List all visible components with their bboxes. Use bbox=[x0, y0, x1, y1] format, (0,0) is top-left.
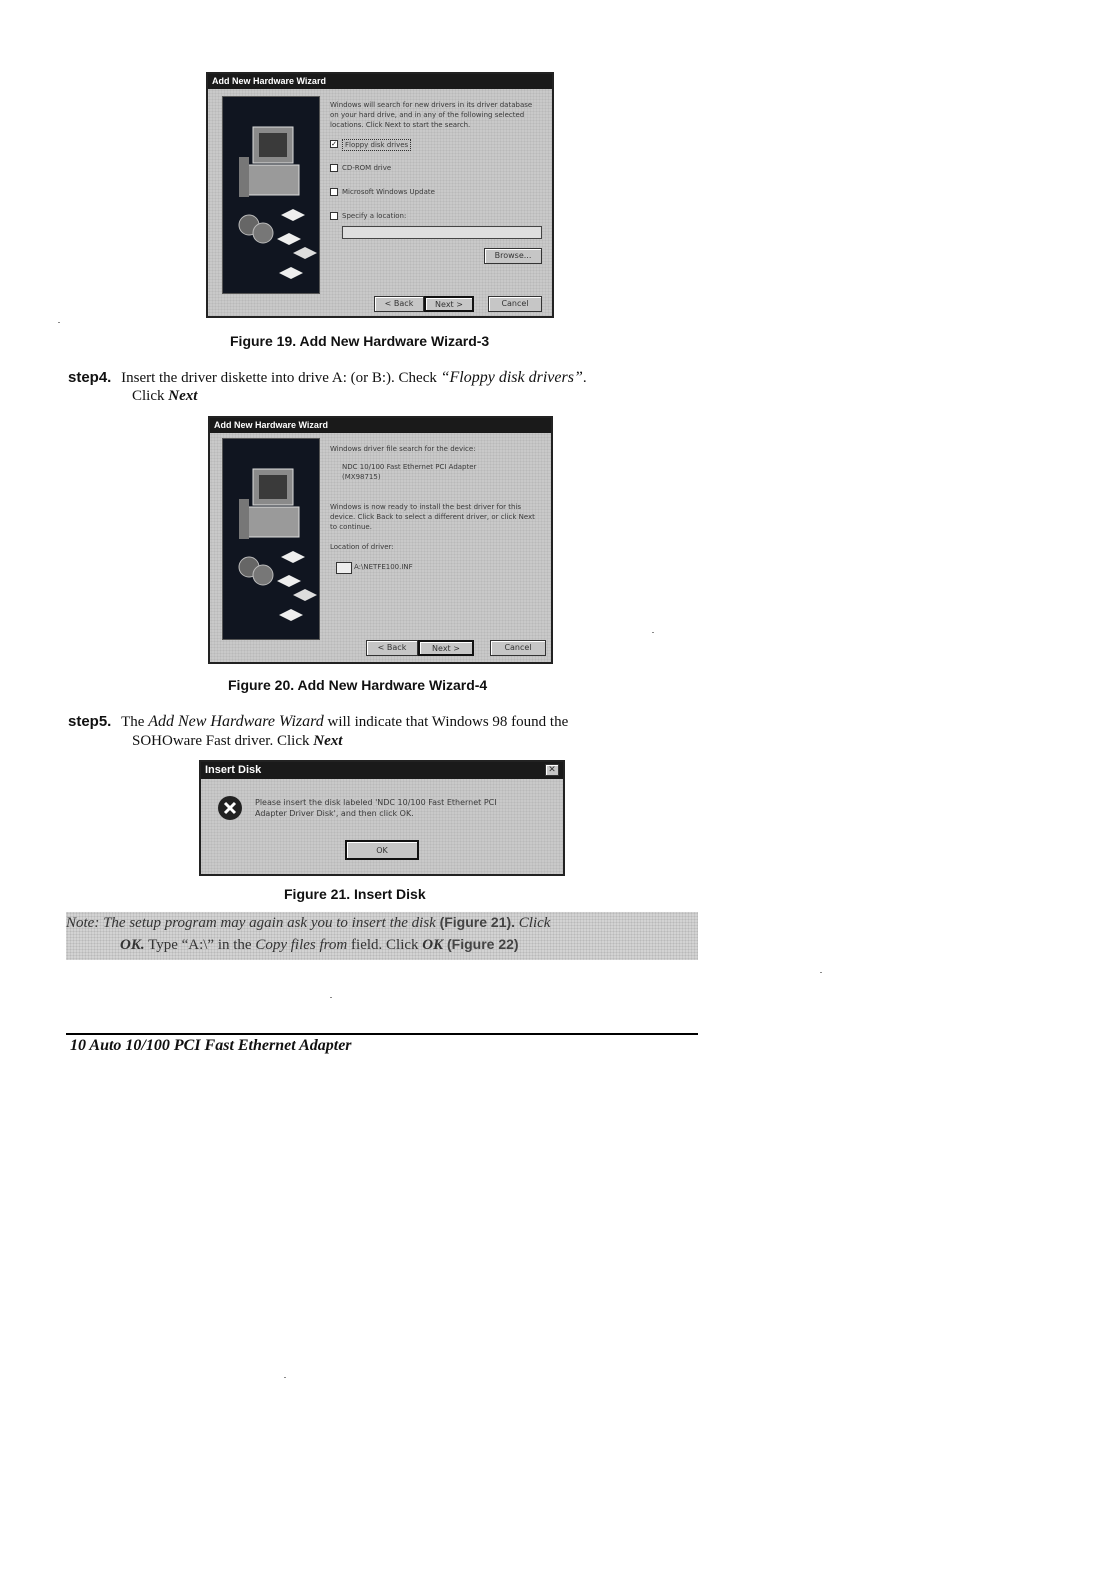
wizard-instructions-line-3: locations. Click Next to start the search. bbox=[330, 121, 471, 129]
back-button[interactable]: < Back bbox=[374, 296, 424, 312]
step-4-text-a: Insert the driver diskette into drive A: (or B:). Check bbox=[121, 370, 441, 386]
step-5-text-b: will indicate that Windows 98 found the bbox=[323, 714, 569, 730]
step-5-text-em: Add New Hardware Wizard bbox=[148, 713, 324, 730]
ready-text-line-1: Windows is now ready to install the best driver for this bbox=[330, 503, 522, 511]
error-icon bbox=[217, 795, 243, 821]
step-5-text-a: The bbox=[121, 714, 149, 730]
next-button[interactable]: Next > bbox=[424, 296, 474, 312]
wizard-illustration bbox=[222, 96, 320, 294]
step-4-label: step4. bbox=[68, 369, 112, 386]
floppy-disk-drives-checkbox[interactable]: ✓ bbox=[331, 140, 337, 148]
specify-location-label: Specify a location: bbox=[342, 212, 407, 220]
computer-illustration-icon bbox=[223, 439, 319, 639]
step-4-line-2 bbox=[132, 387, 732, 406]
insert-disk-title: Insert Disk bbox=[205, 764, 262, 776]
footer-rule bbox=[66, 1033, 698, 1035]
step-4-text-em: “Floppy disk drivers” bbox=[440, 369, 583, 386]
insert-disk-message-line-2: Adapter Driver Disk', and then click OK. bbox=[255, 809, 414, 818]
device-name-line-2: (MX98715) bbox=[342, 473, 381, 481]
driver-file-icon bbox=[336, 562, 352, 574]
step-5-label: step5. bbox=[68, 713, 112, 730]
footer-text: 10 Auto 10/100 PCI Fast Ethernet Adapter bbox=[70, 1037, 352, 1054]
driver-path-text: A:\NETFE100.INF bbox=[354, 563, 413, 571]
note-ok-1: OK. bbox=[120, 937, 145, 953]
wizard-title-bar: Add New Hardware Wizard bbox=[208, 74, 552, 89]
location-path-field[interactable] bbox=[342, 226, 542, 239]
step-4-line-2-text: Click bbox=[132, 388, 169, 404]
specify-location-checkbox[interactable] bbox=[330, 212, 338, 220]
back-button[interactable]: < Back bbox=[366, 640, 418, 656]
cancel-button[interactable]: Cancel bbox=[490, 640, 546, 656]
note-text-c: Click bbox=[515, 915, 551, 931]
note-figure-21-ref: (Figure 21). bbox=[439, 914, 516, 930]
scan-speck bbox=[652, 632, 654, 633]
insert-disk-title-bar bbox=[201, 762, 563, 779]
figure-20-screenshot bbox=[208, 416, 553, 664]
insert-disk-message-line-1: Please insert the disk labeled 'NDC 10/100 Fast Ethernet PCI bbox=[255, 798, 497, 807]
note-figure-22-ref: (Figure 22) bbox=[443, 936, 519, 952]
location-of-driver-label: Location of driver: bbox=[330, 543, 394, 551]
setup-note bbox=[66, 912, 698, 960]
step-4 bbox=[68, 368, 668, 388]
figure-20-caption: Figure 20. Add New Hardware Wizard-4 bbox=[228, 677, 488, 693]
computer-illustration-icon bbox=[223, 97, 319, 293]
note-text-a: Note: The setup program may again ask you to insert the disk bbox=[66, 915, 440, 931]
note-text-g: field. Click bbox=[347, 937, 423, 953]
wizard-title-bar: Add New Hardware Wizard bbox=[210, 418, 551, 433]
ready-text-line-3: to continue. bbox=[330, 523, 372, 531]
wizard-instructions-line-1: Windows will search for new drivers in its driver database bbox=[330, 101, 533, 109]
floppy-disk-drives-label: Floppy disk drives bbox=[342, 139, 411, 151]
windows-update-label: Microsoft Windows Update bbox=[342, 188, 435, 196]
scan-speck bbox=[820, 972, 822, 973]
figure-19-caption: Figure 19. Add New Hardware Wizard-3 bbox=[230, 333, 490, 349]
next-button[interactable]: Next > bbox=[418, 640, 474, 656]
step-4-line-2-em: Next bbox=[168, 388, 198, 404]
note-ok-2: OK bbox=[422, 937, 444, 953]
note-copy-files-from: Copy files from bbox=[255, 937, 348, 953]
step-4-text-b: . bbox=[582, 370, 587, 386]
figure-21-screenshot bbox=[199, 760, 565, 876]
note-text-e: Type “A:\” in the bbox=[144, 937, 256, 953]
cancel-button[interactable]: Cancel bbox=[488, 296, 542, 312]
scan-speck bbox=[330, 997, 332, 998]
browse-button[interactable]: Browse... bbox=[484, 248, 542, 264]
close-icon[interactable]: ✕ bbox=[545, 764, 559, 776]
windows-update-checkbox[interactable] bbox=[330, 188, 338, 196]
figure-19-screenshot bbox=[206, 72, 554, 318]
cd-rom-drive-checkbox[interactable] bbox=[330, 164, 338, 172]
scan-speck bbox=[284, 1377, 286, 1378]
device-name-line-1: NDC 10/100 Fast Ethernet PCI Adapter bbox=[342, 463, 477, 471]
cd-rom-drive-label: CD-ROM drive bbox=[342, 164, 392, 172]
step-5-line-2-em: Next bbox=[313, 733, 343, 749]
step-5-line-2-text: SOHOware Fast driver. Click bbox=[132, 733, 314, 749]
ok-button[interactable]: OK bbox=[345, 840, 419, 860]
page-footer bbox=[70, 1037, 352, 1055]
driver-search-text: Windows driver file search for the device: bbox=[330, 445, 476, 453]
ready-text-line-2: device. Click Back to select a different driver, or click Next bbox=[330, 513, 535, 521]
figure-21-caption: Figure 21. Insert Disk bbox=[284, 886, 426, 902]
step-5 bbox=[68, 712, 668, 732]
step-5-line-2 bbox=[132, 732, 732, 751]
wizard-instructions-line-2: on your hard drive, and in any of the following selected bbox=[330, 111, 525, 119]
wizard-illustration bbox=[222, 438, 320, 640]
scan-speck bbox=[58, 322, 60, 323]
